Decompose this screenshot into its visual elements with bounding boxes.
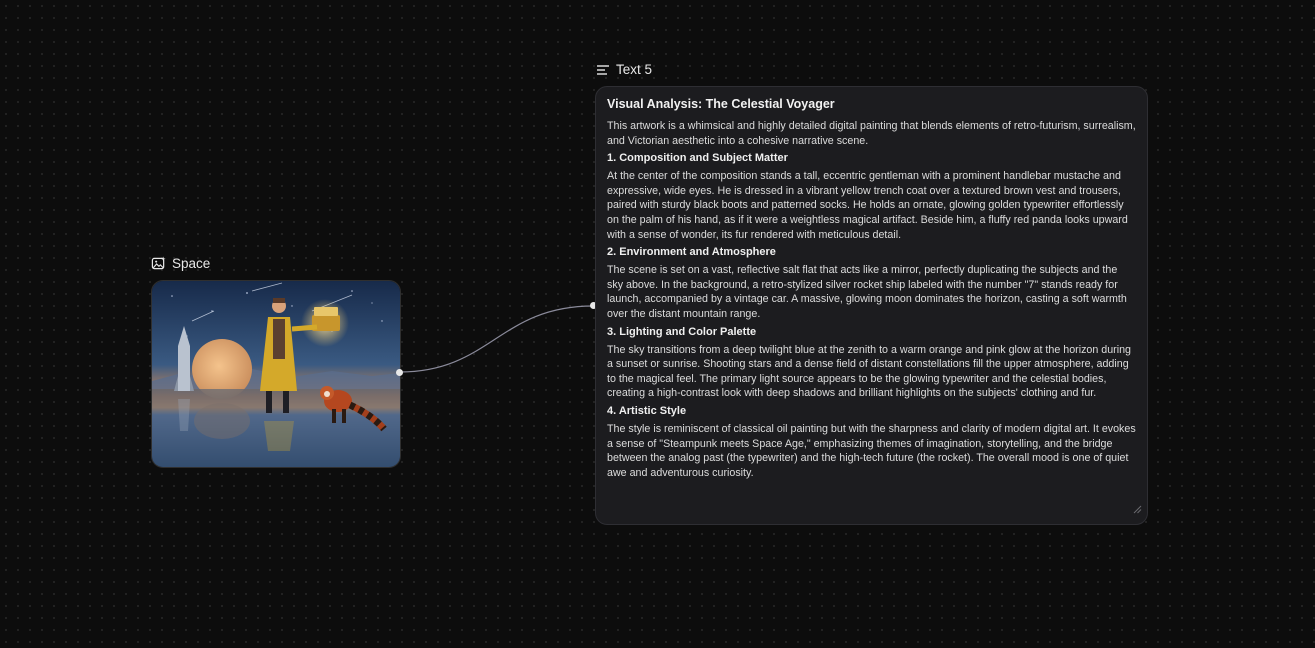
space-node-header	[151, 256, 210, 271]
resize-handle-icon[interactable]	[1133, 501, 1142, 519]
analysis-intro: This artwork is a whimsical and highly detailed digital painting that blends elements of retro-futurism, surrealism, and Victorian aesthetic into a cohesive narrative scene.	[607, 120, 1136, 147]
section-body: The sky transitions from a deep twilight blue at the zenith to a warm orange and pink glow at the horizon during a sunset or sunrise. Shooting stars and a dense field of distant constellations fill the upper atmosphere, adding to the magical feel. The primary light source appears to be the glowing typewriter and the celestial bodies, creating a high-contrast look with deep shadows and brilliant highlights on the subjects' clothing and fur.	[607, 343, 1131, 400]
output-port[interactable]	[396, 369, 403, 376]
section-body: At the center of the composition stands a tall, eccentric gentleman with a prominent handlebar mustache and expressive, wide eyes. He is dressed in a vibrant yellow trench coat over a textured brown vest and trousers, paired with sturdy black boots and patterned socks. He holds an ornate, glowing golden typewriter effortlessly on the palm of his hand, as if it were a weightless magical artifact. Beside him, a fluffy red panda looks upward with a sense of wonder, its fur rendered with meticulous detail.	[607, 170, 1128, 241]
analysis-title: Visual Analysis: The Celestial Voyager	[607, 97, 835, 111]
section-heading: 2. Environment and Atmosphere	[607, 246, 776, 259]
image-sparkle-icon	[151, 256, 166, 271]
text-node-title: Text 5	[616, 62, 653, 77]
space-image-node[interactable]	[151, 280, 401, 468]
section-heading: 3. Lighting and Color Palette	[607, 325, 757, 338]
text-node[interactable]	[595, 86, 1148, 525]
artwork-image	[152, 281, 400, 467]
text-lines-icon	[596, 63, 610, 77]
section-heading: 1. Composition and Subject Matter	[607, 152, 788, 165]
section-heading: 4. Artistic Style	[607, 404, 687, 417]
section-body: The scene is set on a vast, reflective salt flat that acts like a mirror, perfectly duplicating the subjects and the sky above. In the background, a retro-stylized silver rocket ship labeled with the number "7" stands ready for launch, accompanied by a vintage car. A massive, glowing moon dominates the horizon, casting a soft warmth over the distant mountain range.	[607, 264, 1127, 320]
text-node-header	[596, 62, 652, 77]
section-body: The style is reminiscent of classical oil painting but with the sharpness and clarity of modern digital art. It evokes a sense of "Steampunk meets Space Age," emphasizing themes of imagination, storytelling, and the bridge between the analog past (the typewriter) and the high-tech future (the rocket). The overall mood is one of quiet awe and adventurous curiosity.	[607, 422, 1136, 479]
space-node-title: Space	[172, 256, 211, 271]
